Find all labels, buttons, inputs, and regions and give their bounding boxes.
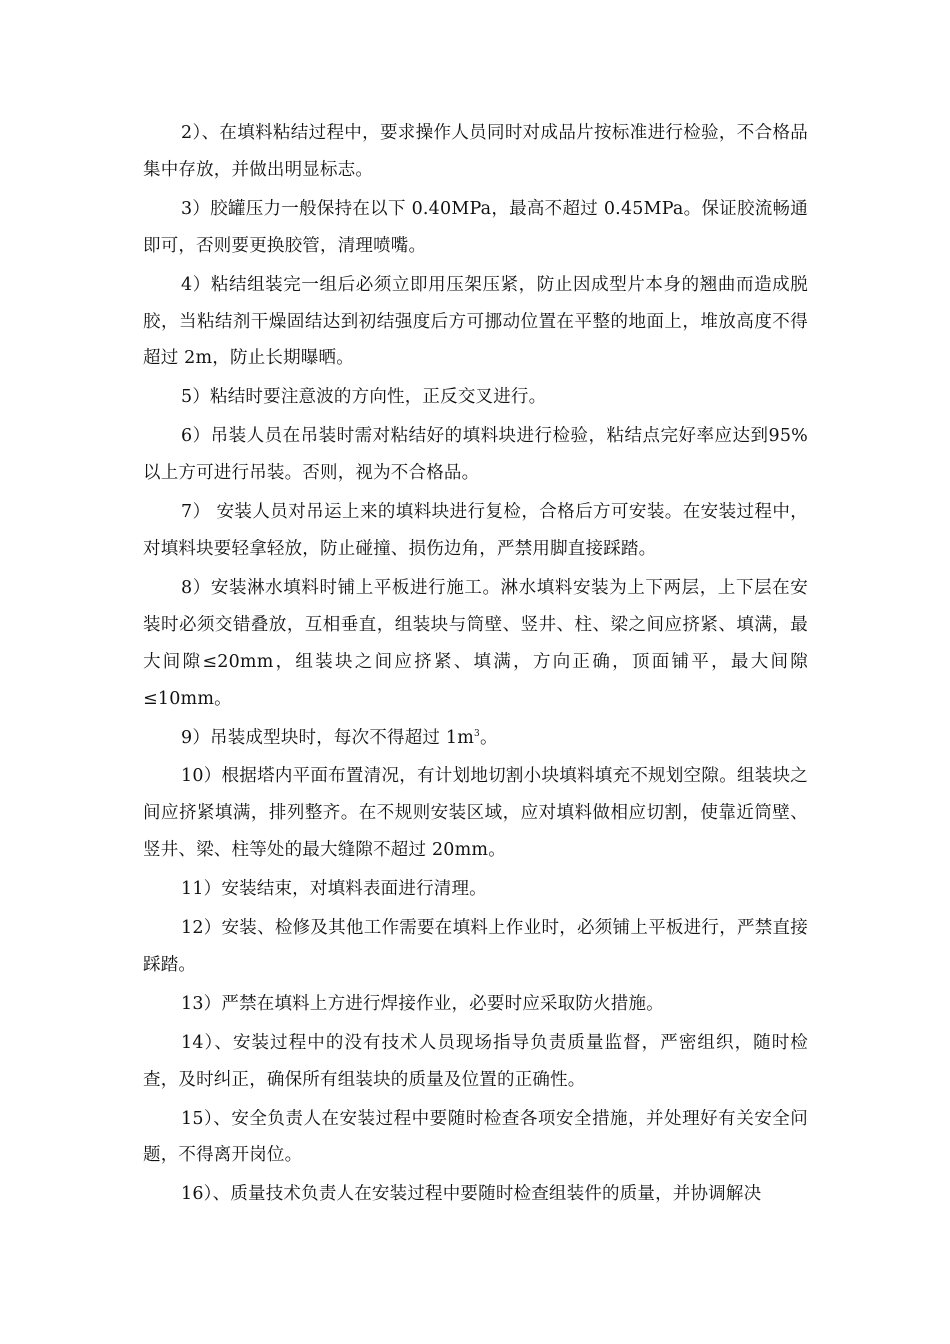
paragraph-item-6: 6）吊装人员在吊装时需对粘结好的填料块进行检验，粘结点完好率应达到95%以上方可进行吊装。否则，视为不合格品。 [143,426,808,484]
paragraph-item-15: 15）、安全负责人在安装过程中要随时检查各项安全措施，并处理好有关安全问题，不得离开岗位。 [143,1108,808,1166]
paragraph-item-9-text: 9）吊装成型块时，每次不得超过 1m [181,727,475,748]
document-body [143,115,808,1215]
paragraph-item-13: 13）严禁在填料上方进行焊接作业，必要时应采取防火措施。 [181,993,664,1014]
cubic-superscript: 3 [474,728,480,739]
paragraph-item-5: 5）粘结时要注意波的方向性，正反交叉进行。 [181,387,547,408]
paragraph-item-3: 3）胶罐压力一般保持在以下 0.40MPa，最高不超过 0.45MPa。保证胶流畅通即可，否则要更换胶管，清理喷嘴。 [143,198,808,256]
paragraph-item-9-end: 。 [479,727,498,748]
paragraph-item-10: 10）根据塔内平面布置清况，有计划地切割小块填料填充不规划空隙。组装块之间应挤紧填满，排列整齐。在不规则安装区域，应对填料做相应切割，使靠近筒壁、竖井、梁、柱等处的最大缝隙不超过 20mm。 [143,766,808,861]
paragraph-item-8: 8）安装淋水填料时铺上平板进行施工。淋水填料安装为上下两层，上下层在安装时必须交错叠放，互相垂直，组装块与筒壁、竖井、柱、梁之间应挤紧、填满，最大间隙≤20mm，组装块之间应挤紧、填满，方向正确，顶面铺平，最大间隙≤10mm。 [143,577,808,709]
paragraph-item-12: 12）安装、检修及其他工作需要在填料上作业时，必须铺上平板进行，严禁直接踩踏。 [143,918,808,975]
paragraph-item-11: 11）安装结束，对填料表面进行清理。 [181,879,487,900]
paragraph-item-4: 4）粘结组装完一组后必须立即用压架压紧，防止因成型片本身的翘曲而造成脱胶，当粘结剂干燥固结达到初结强度后方可挪动位置在平整的地面上，堆放高度不得超过 2m，防止长期曝晒。 [143,274,808,369]
paragraph-item-14: 14）、安装过程中的没有技术人员现场指导负责质量监督，严密组织，随时检查，及时纠正，确保所有组装块的质量及位置的正确性。 [143,1032,808,1090]
paragraph-item-7: 7） 安装人员对吊运上来的填料块进行复检，合格后方可安装。在安装过程中，对填料块要轻拿轻放，防止碰撞、损伤边角，严禁用脚直接踩踏。 [143,502,808,559]
paragraph-item-9 [143,720,808,757]
paragraph-item-2: 2）、在填料粘结过程中，要求操作人员同时对成品片按标准进行检验，不合格品集中存放，并做出明显标志。 [143,123,808,180]
paragraph-item-16: 16）、质量技术负责人在安装过程中要随时检查组装件的质量，并协调解决 [181,1184,762,1205]
